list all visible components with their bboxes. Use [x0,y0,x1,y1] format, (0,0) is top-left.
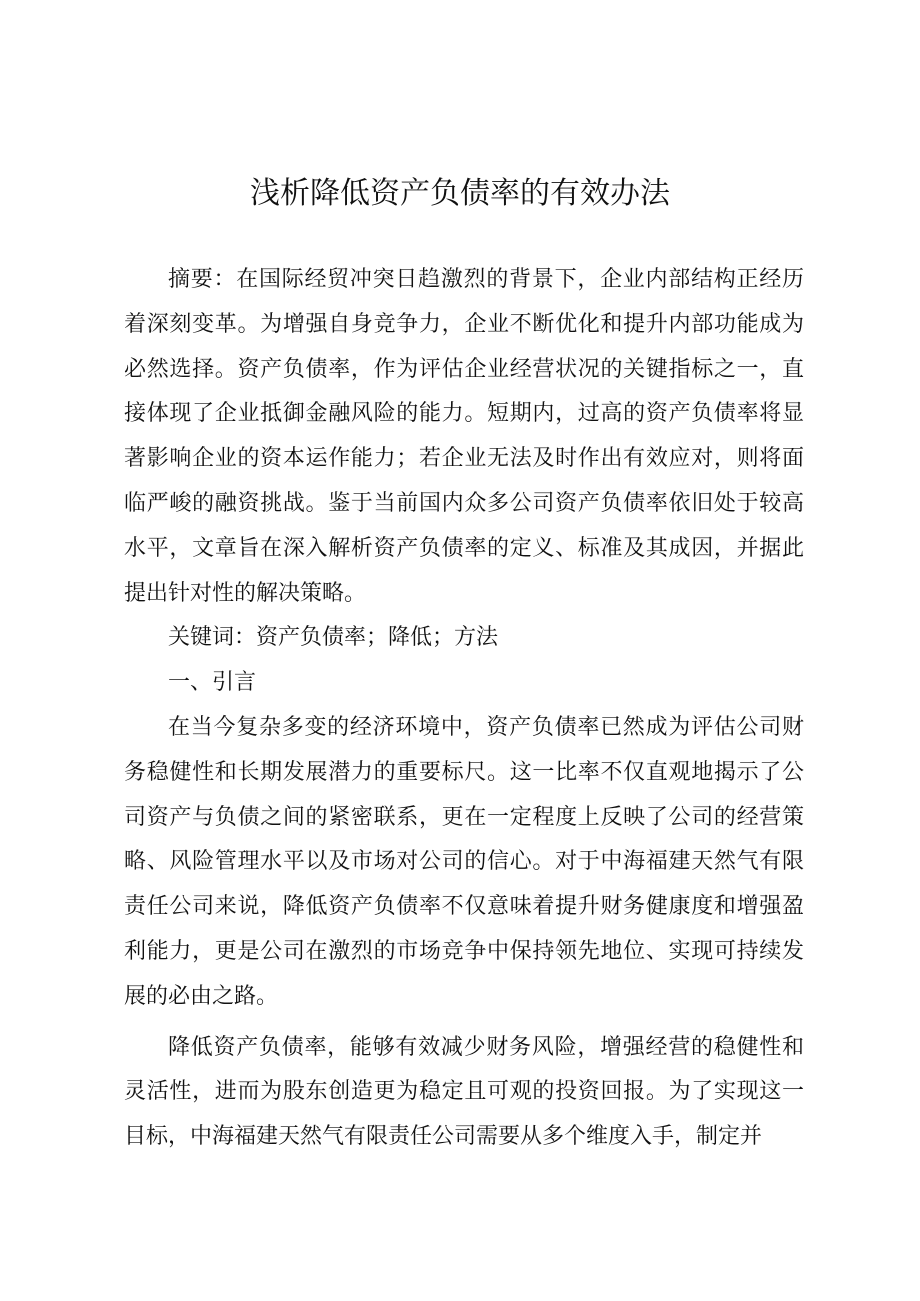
body-paragraph: 在当今复杂多变的经济环境中，资产负债率已然成为评估公司财务稳健性和长期发展潜力的重要标尺。这一比率不仅直观地揭示了公司资产与负债之间的紧密联系，更在一定程度上反映了公司的经营策略、风险管理水平以及市场对公司的信心。对于中海福建天然气有限责任公司来说，降低资产负债率不仅意味着提升财务健康度和增强盈利能力，更是公司在激烈的市场竞争中保持领先地位、实现可持续发展的必由之路。 [124,714,804,1009]
document-title: 浅析降低资产负债率的有效办法 [250,176,670,211]
keywords-line: 关键词：资产负债率；降低；方法 [168,625,499,651]
section-heading-introduction: 一、引言 [168,670,257,696]
abstract-paragraph: 摘要：在国际经贸冲突日趋激烈的背景下，企业内部结构正经历着深刻变革。为增强自身竞争力，企业不断优化和提升内部功能成为必然选择。资产负债率，作为评估企业经营状况的关键指标之一，直接体现了企业抵御金融风险的能力。短期内，过高的资产负债率将显著影响企业的资本运作能力；若企业无法及时作出有效应对，则将面临严峻的融资挑战。鉴于当前国内众多公司资产负债率依旧处于较高水平，文章旨在深入解析资产负债率的定义、标准及其成因，并据此提出针对性的解决策略。 [124,267,804,606]
body-paragraph: 降低资产负债率，能够有效减少财务风险，增强经营的稳健性和灵活性，进而为股东创造更为稳定且可观的投资回报。为了实现这一目标，中海福建天然气有限责任公司需要从多个维度入手，制定并 [124,1034,804,1150]
document-body [124,258,804,1160]
